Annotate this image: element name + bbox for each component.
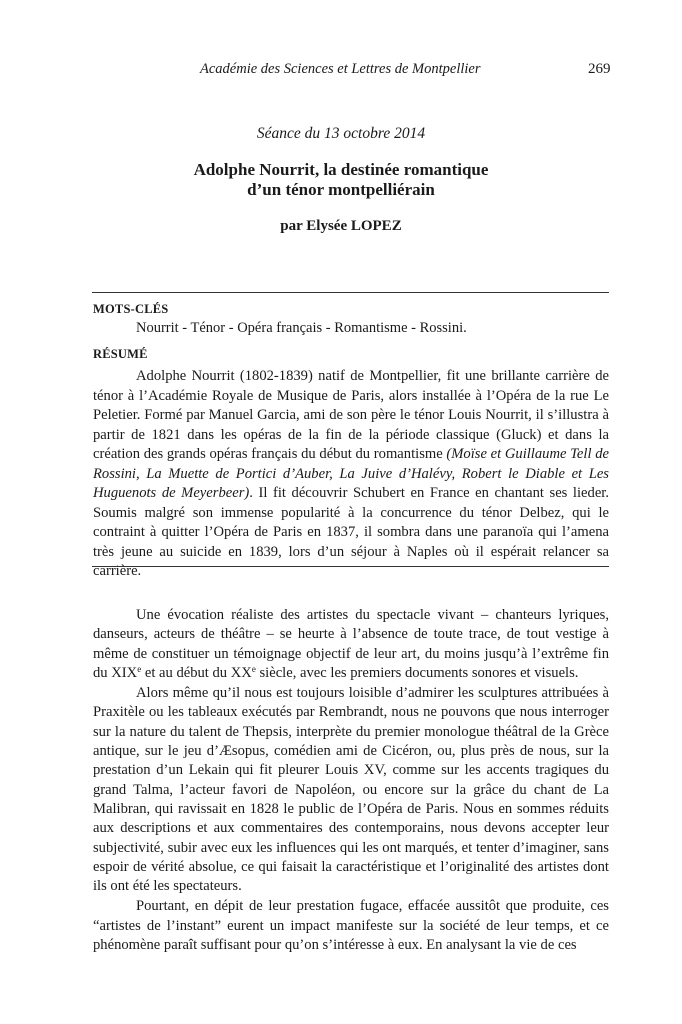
article-title-line-1: Adolphe Nourrit, la destinée romantique (193, 160, 489, 179)
body-paragraph-1 (93, 606, 609, 683)
superscript-e: e (251, 663, 256, 674)
abstract-text (93, 367, 609, 582)
article-title (0, 160, 682, 200)
article-author: par Elysée LOPEZ (280, 218, 402, 234)
abstract-text-part-1: Adolphe Nourrit (1802-1839) natif de Montpellier, fit une brillante carrière de ténor à l’Académie Royale de Musique de Paris, alors installée à l’Opéra de la rue Le Peletier. Formé par Manuel Garcia, ami de son père le ténor Louis Nourrit, il s’illustra à partir de 1821 dans les opéras de la fin de la période classique (Gluck) et dans la création des grands opéras français du début du romantisme (93, 368, 609, 462)
page-number: 269 (588, 61, 611, 77)
body-paragraph-1-part-c: siècle, avec les premiers documents sonores et visuels. (255, 664, 579, 681)
body-paragraph-3: Pourtant, en dépit de leur prestation fugace, effacée aussitôt que produite, ces “artistes de l’instant” eurent un impact manifeste sur la société de leur temps, et ce phénomène paraît suffisant pour qu’on s’intéresse à eux. En analysant la vie de ces (93, 898, 609, 954)
article-body (93, 606, 609, 956)
body-paragraph-2: Alors même qu’il nous est toujours loisible d’admirer les sculptures attribuées à Praxitèle ou les tableaux exécutés par Rembrandt, nous ne pouvons que nous interroger sur la nature du talent de Thepsis, interprète du premier monologue théâtral de la Grèce antique, sur le jeu d’Æsopus, comédien ami de Cicéron, ou, plus près de nous, sur la prestation d’un Lekain qui fit pleurer Louis XV, comme sur les accents tragiques du grand Talma, l’acteur favori de Napoléon, ou encore sur la grâce du chant de La Malibran, qui ravissait en 1828 le public de l’Opéra de Paris. Nous en sommes réduits aux descriptions et aux commentaires des contemporains, nous devons accepter leur subjectivité, subir avec eux les influences qui les ont marqués, et tenter d’imaginer, sans espoir de vérité absolue, ce qui faisait la caractéristique et l’originalité des artistes dont ils ont été les spectateurs. (93, 685, 609, 895)
abstract-text-italic: (Moïse et Guillaume Tell de Rossini, La Muette de Portici d’Auber, La Juive d’Halévy, Robert le Diable et Les Huguenots de Meyerbeer) (93, 446, 609, 501)
top-divider (92, 292, 609, 293)
keywords-text: Nourrit - Ténor - Opéra français - Romantisme - Rossini. (136, 320, 467, 336)
abstract-text-part-2: . Il fit découvrir Schubert en France en chantant ses lieder. Soumis malgré son immense popularité à la concurrence du ténor Delbez, qui le contraint à quitter l’Opéra de Paris en 1837, il sombra dans une paranoïa qui l’amena très jeune au suicide en 1839, lors d’un séjour à Naples où il espérait relancer sa carrière. (93, 485, 609, 579)
bottom-divider (92, 566, 609, 567)
keywords-heading: MOTS-CLÉS (93, 302, 169, 316)
running-header-journal: Académie des Sciences et Lettres de Montpellier (200, 61, 481, 77)
abstract-heading: RÉSUMÉ (93, 347, 148, 361)
superscript-e: e (137, 663, 142, 674)
session-date: Séance du 13 octobre 2014 (256, 125, 426, 142)
body-paragraph-1-part-a: Une évocation réaliste des artistes du spectacle vivant – chanteurs lyriques, danseurs, acteurs de théâtre – se heurte à l’absence de toute trace, de tout vestige à même de constituer un témoignage objectif de leur art, du moins jusqu’à l’extrême fin du XIX (93, 607, 609, 681)
body-paragraph-1-part-b: et au début du XX (141, 664, 252, 681)
article-title-line-2: d’un ténor montpelliérain (247, 180, 435, 199)
